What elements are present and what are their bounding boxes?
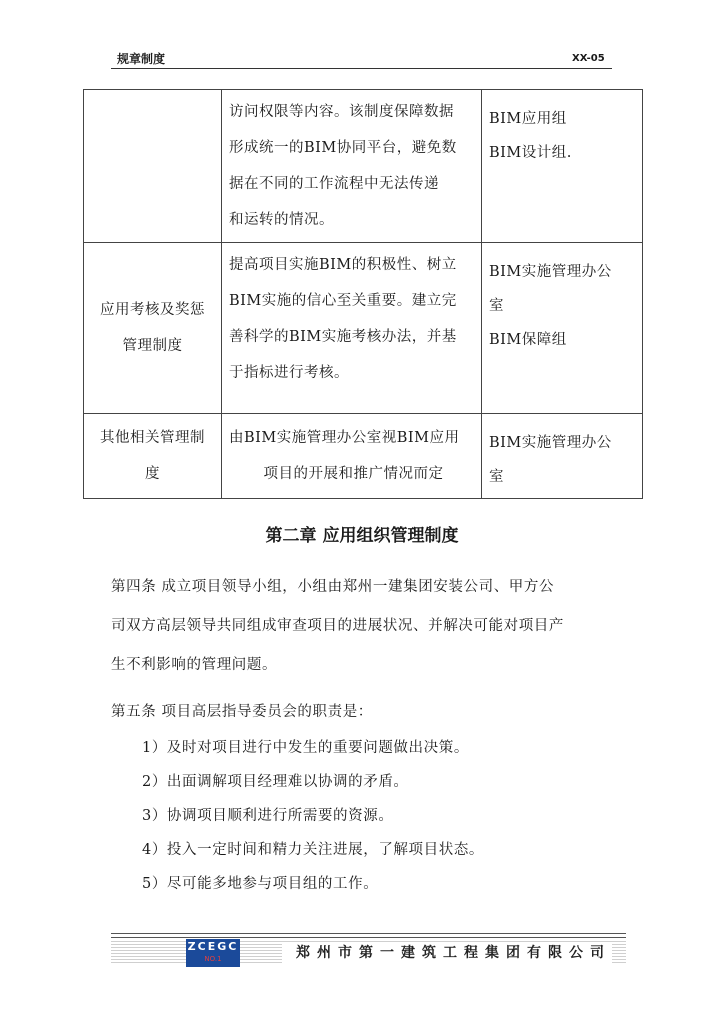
article-5-title: 第五条 项目高层指导委员会的职责是： [111, 704, 373, 720]
content-line: 据在不同的工作流程中无法传递 [229, 176, 439, 192]
dept-line: 室 [489, 469, 504, 485]
chapter-title: 第二章 应用组织管理制度 [265, 526, 459, 546]
content-line: 于指标进行考核。 [229, 365, 349, 381]
article-line: 司双方高层领导共同组成审查项目的进展状况、并解决可能对项目产 [111, 618, 564, 634]
list-item: 3）协调项目顺利进行所需要的资源。 [142, 808, 394, 824]
regulation-content-cell [222, 90, 482, 243]
list-item: 1）及时对项目进行中发生的重要问题做出决策。 [142, 740, 469, 756]
name-line: 其他相关管理制 [100, 430, 205, 446]
dept-line: 室 [489, 298, 504, 314]
content-line: 访问权限等内容。该制度保障数据 [229, 104, 454, 120]
content-line: 和运转的情况。 [229, 212, 334, 228]
table-row [84, 90, 643, 243]
footer-divider [111, 937, 626, 938]
name-line: 管理制度 [122, 338, 183, 354]
regulation-name-cell [84, 243, 222, 414]
dept-line: BIM保障组 [489, 332, 567, 348]
header-doc-code: XX-05 [572, 53, 605, 64]
article-line: 生不利影响的管理问题。 [111, 657, 278, 673]
dept-line: BIM实施管理办公 [489, 264, 612, 280]
article-line: 第四条 成立项目领导小组，小组由郑州一建集团安装公司、甲方公 [111, 579, 555, 595]
regulations-table [83, 89, 643, 499]
name-line: 度 [145, 466, 160, 482]
dept-line: BIM设计组. [489, 145, 572, 161]
footer-divider [111, 933, 626, 934]
article-5-duties [142, 736, 484, 906]
logo-subtext: NO.1 [204, 955, 222, 963]
regulation-content-cell [222, 414, 482, 499]
logo-text: ZCEGC [187, 940, 239, 953]
header-title: 规章制度 [117, 52, 166, 66]
regulation-name-cell [84, 414, 222, 499]
content-line: BIM实施的信心至关重要。建立完 [229, 293, 457, 309]
regulation-name-cell [84, 90, 222, 243]
name-line: 应用考核及奖惩 [100, 302, 205, 318]
list-item: 2）出面调解项目经理难以协调的矛盾。 [142, 774, 409, 790]
dept-line: BIM实施管理办公 [489, 435, 612, 451]
content-line: 提高项目实施BIM的积极性、树立 [229, 257, 457, 273]
table-row [84, 414, 643, 499]
header-divider [111, 68, 612, 69]
content-line: 形成统一的BIM协同平台，避免数 [229, 140, 457, 156]
content-line: 善科学的BIM实施考核办法，并基 [229, 329, 457, 345]
list-item: 4）投入一定时间和精力关注进展，了解项目状态。 [142, 842, 485, 858]
content-line: 项目的开展和推广情况而定 [263, 466, 444, 482]
company-name: 郑州市第一建筑工程集团有限公司 [282, 943, 612, 963]
responsible-dept-cell [482, 414, 643, 499]
table-row [84, 243, 643, 414]
article-4 [111, 568, 626, 685]
responsible-dept-cell [482, 243, 643, 414]
regulation-content-cell [222, 243, 482, 414]
dept-line: BIM应用组 [489, 111, 567, 127]
company-logo [186, 939, 240, 967]
list-item: 5）尽可能多地参与项目组的工作。 [142, 876, 379, 892]
responsible-dept-cell [482, 90, 643, 243]
content-line: 由BIM实施管理办公室视BIM应用 [229, 430, 460, 446]
